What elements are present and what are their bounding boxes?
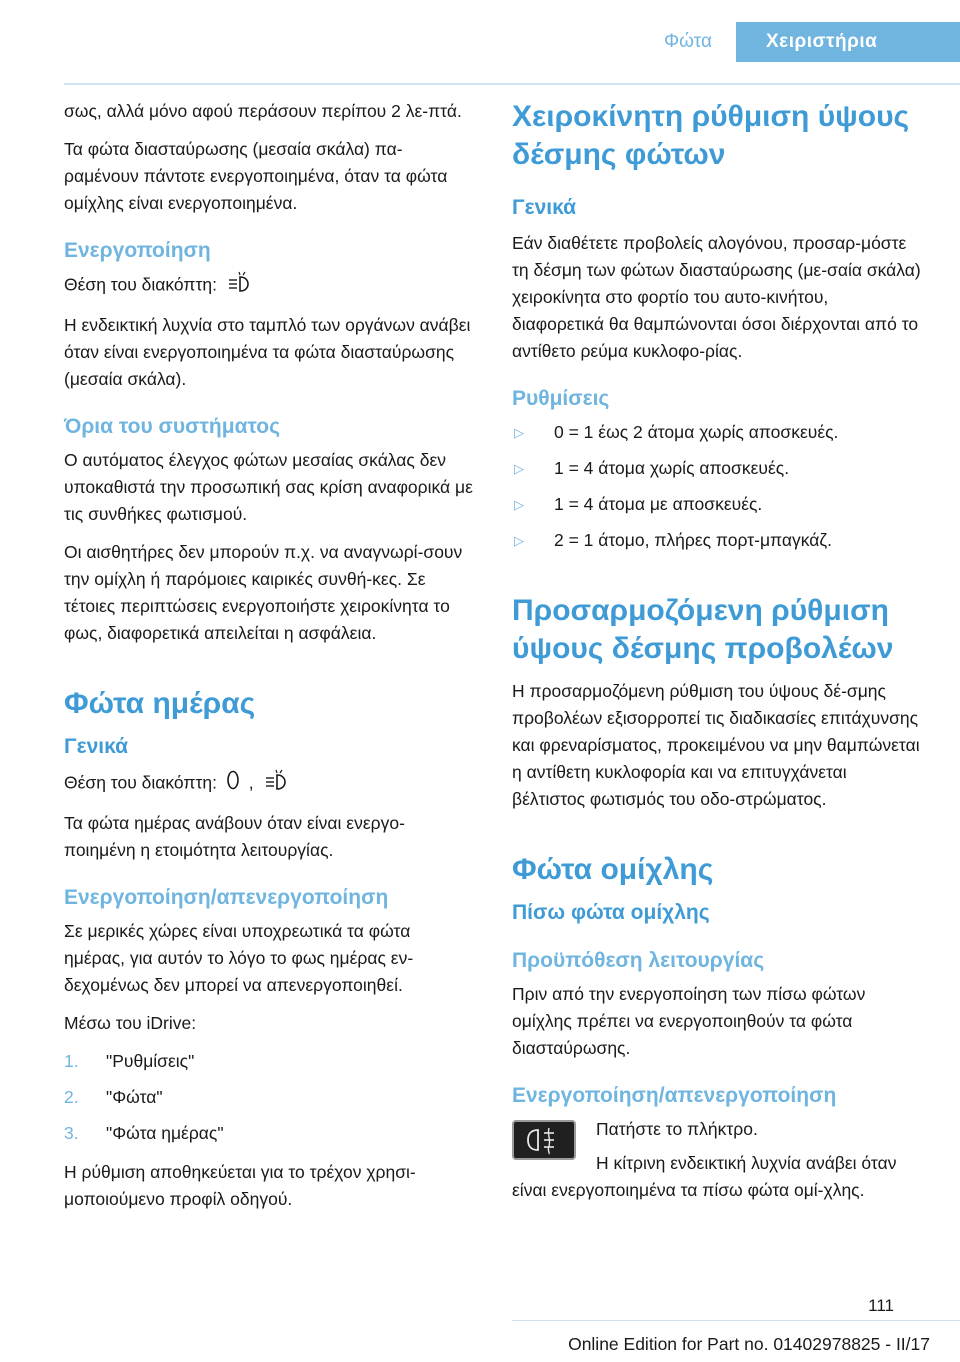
bullet-triangle-icon: ▷: [514, 497, 524, 512]
list-item: ▷ 2 = 1 άτομο, πλήρες πορτ-μπαγκάζ.: [512, 527, 924, 554]
switch-position-line: [64, 271, 476, 301]
paragraph: Τα φώτα διασταύρωσης (μεσαία σκάλα) πα‐ραμένουν πάντοτε ενεργοποιημένα, όταν τα φώτα ομίχλης είναι ενεργοποιημένα.: [64, 139, 448, 213]
paragraph: Η προσαρμοζόμενη ρύθμιση του ύψους δέ‐σμης προβολέων εξισορροπεί τις διαδικασίες επιτάχυνσης και φρεναρίσματος, προκειμένου να μην θαμπώνεται η αντίθετη κυκλοφορία και να επιτυγχάνεται βέλτιστος φωτισμός του οδο‐στρώματος.: [512, 681, 920, 809]
switch-position-label: Θέση του διακόπτη:: [64, 274, 217, 295]
bullet-triangle-icon: ▷: [514, 533, 524, 548]
list-item: 3. "Φώτα ημέρας": [64, 1123, 224, 1143]
heading-rear-fog-lights: Πίσω φώτα ομίχλης: [512, 901, 710, 924]
header-chapter: Χειριστήρια: [736, 22, 960, 62]
heading-system-limits: Όρια του συστήματος: [64, 415, 281, 438]
rear-fog-key-icon: [512, 1120, 576, 1160]
paragraph: σως, αλλά μόνο αφού περάσουν περίπου 2 λε‐πτά.: [64, 101, 462, 121]
footer-rule: [512, 1320, 960, 1321]
heading-settings: Ρυθμίσεις: [512, 387, 610, 410]
paragraph: Οι αισθητήρες δεν μπορούν π.χ. να αναγνωρί‐σουν την ομίχλη ή παρόμοιες καιρικές συνθή‐κες. Σε τέτοιες περιπτώσεις ενεργοποιήστε χειροκίνητα το φως, διαφορετικά απειλείται η ασφάλεια.: [64, 542, 463, 643]
switch-position-label: Θέση του διακόπτη:: [64, 772, 217, 793]
auto-light-icon: [226, 271, 250, 301]
heading-activation-deactivation: Ενεργοποίηση/απενεργοποίηση: [512, 1084, 837, 1107]
position-zero-icon: [226, 769, 240, 799]
paragraph: Πριν από την ενεργοποίηση των πίσω φώτων ομίχλης πρέπει να ενεργοποιηθούν τα φώτα διασταύρωσης.: [512, 984, 866, 1058]
heading-adaptive-beam-adjustment: Προσαρμοζόμενη ρύθμιση ύψους δέσμης προβολέων: [512, 594, 894, 665]
heading-activation: Ενεργοποίηση: [64, 239, 211, 262]
settings-list: [512, 419, 924, 554]
icon-separator: ,: [248, 772, 254, 793]
list-item: 2. "Φώτα": [64, 1087, 163, 1107]
heading-general: Γενικά: [64, 735, 129, 758]
page-number: 111: [868, 1296, 894, 1315]
switch-position-line: [64, 769, 476, 799]
paragraph: Εάν διαθέτετε προβολείς αλογόνου, προσαρ‐μόστε τη δέσμη των φώτων διασταύρωσης (με‐σαία σκάλα) χειροκίνητα στο φορτίο του αυτο‐κινήτου, διαφορετικά θα θαμπώνονται όσοι διέρχονται από το αντίθετο ρεύμα κυκλοφο‐ρίας.: [512, 233, 921, 361]
paragraph: Πατήστε το πλήκτρο.: [596, 1119, 758, 1139]
list-item: ▷ 1 = 4 άτομα με αποσκευές.: [512, 491, 924, 518]
paragraph: Ο αυτόματος έλεγχος φώτων μεσαίας σκάλας δεν υποκαθιστά την προσωπική σας κρίση αναφορικά με τις συνθήκες φωτισμού.: [64, 450, 473, 524]
header-section: Φώτα: [664, 31, 712, 52]
heading-daytime-lights: Φώτα ημέρας: [64, 687, 256, 720]
bullet-triangle-icon: ▷: [514, 425, 524, 440]
paragraph: Σε μερικές χώρες είναι υποχρεωτικά τα φώτα ημέρας, για αυτόν το λόγο το φως ημέρας εν‐δεχομένως δεν μπορεί να απενεργοποιηθεί.: [64, 921, 414, 995]
heading-activation-deactivation: Ενεργοποίηση/απενεργοποίηση: [64, 886, 389, 909]
header-rule: [64, 83, 960, 85]
edition-note: Online Edition for Part no. 01402978825 - II/17: [568, 1334, 930, 1354]
page-header: [0, 22, 960, 62]
left-column: [64, 98, 476, 1224]
heading-prerequisite: Προϋπόθεση λειτουργίας: [512, 949, 765, 972]
list-item: ▷ 0 = 1 έως 2 άτομα χωρίς αποσκευές.: [512, 419, 924, 446]
heading-fog-lights: Φώτα ομίχλης: [512, 853, 714, 886]
paragraph: Η ενδεικτική λυχνία στο ταμπλό των οργάνων ανάβει όταν είναι ενεργοποιημένα τα φώτα διασταύρωσης (μεσαία σκάλα).: [64, 315, 471, 389]
right-column: [512, 98, 924, 1215]
list-item: 1. "Ρυθμίσεις": [64, 1051, 195, 1071]
heading-manual-beam-adjustment: Χειροκίνητη ρύθμιση ύψους δέσμης φώτων: [512, 100, 910, 171]
idrive-steps-list: [64, 1048, 476, 1147]
list-item: ▷ 1 = 4 άτομα χωρίς αποσκευές.: [512, 455, 924, 482]
paragraph: Η ρύθμιση αποθηκεύεται για το τρέχον χρησι‐μοποιούμενο προφίλ οδηγού.: [64, 1162, 416, 1209]
auto-light-icon: [263, 769, 287, 799]
paragraph: Η κίτρινη ενδεικτική λυχνία ανάβει όταν είναι ενεργοποιημένα τα πίσω φώτα ομί‐χλης.: [512, 1153, 897, 1200]
bullet-triangle-icon: ▷: [514, 461, 524, 476]
heading-general: Γενικά: [512, 196, 577, 219]
paragraph: Μέσω του iDrive:: [64, 1013, 197, 1033]
paragraph: Τα φώτα ημέρας ανάβουν όταν είναι ενεργο‐ποιημένη η ετοιμότητα λειτουργίας.: [64, 813, 405, 860]
rear-fog-button-row: [512, 1116, 924, 1188]
